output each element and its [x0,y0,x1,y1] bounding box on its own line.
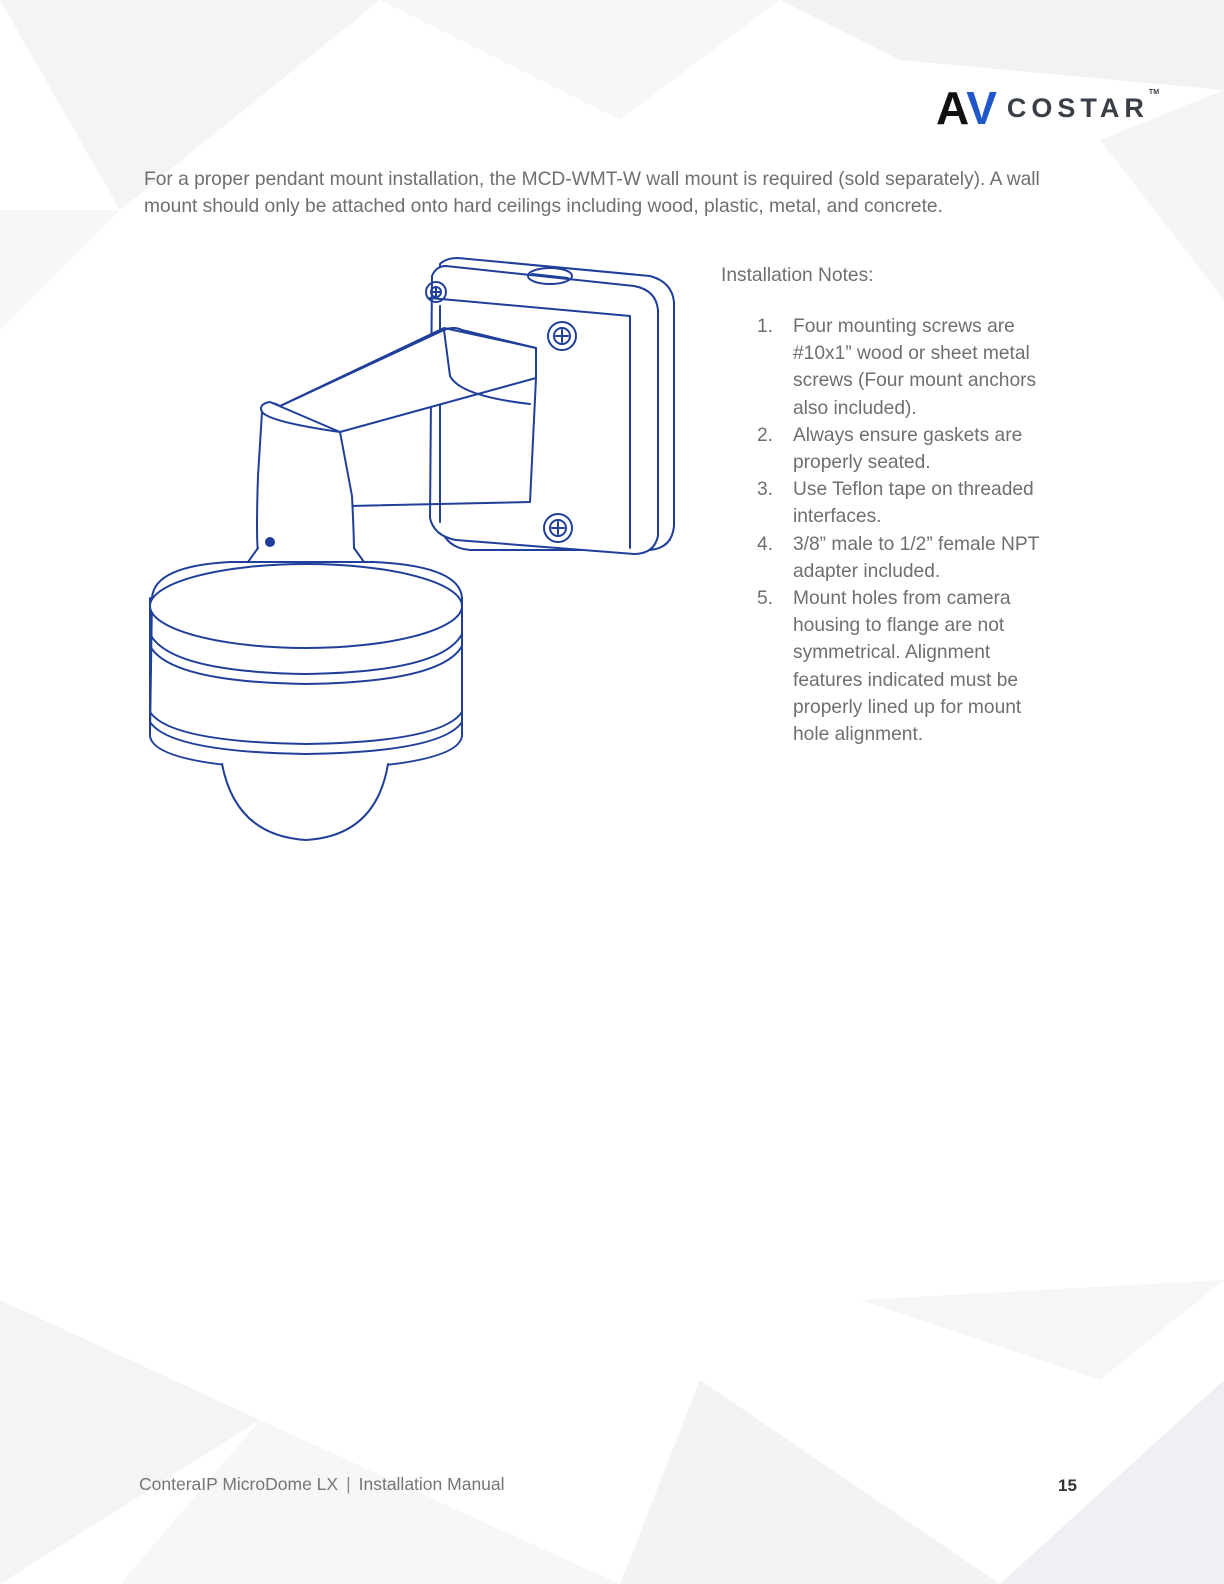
list-item-number: 5. [757,588,774,610]
list-item-text: Mount holes from camera housing to flange are not symmetrical. Alignment features indicated must be properly lined up for mount hole alignment. [793,588,1022,746]
list-item-text: 3/8” male to 1/2” female NPT adapter included. [793,533,1039,582]
brand-logo [936,82,1160,134]
av-mark [936,82,997,134]
logo-wordmark [1006,88,1160,124]
wall-mount-illustration [140,236,700,856]
footer-doc-title: Installation Manual [358,1474,505,1494]
logo-word-text: COSTAR [1006,92,1149,123]
list-item [721,585,1081,748]
intro-paragraph: For a proper pendant mount installation, the MCD-WMT-W wall mount is required (sold separately). A wall mount should only be attached onto hard ceilings including wood, plastic, metal, and concrete. [144,169,1040,217]
trademark-mark: TM [1148,88,1160,96]
list-item-text: Always ensure gaskets are properly seated. [793,424,1023,474]
footer-title [139,1474,505,1495]
list-item-text: Use Teflon tape on threaded interfaces. [793,479,1034,528]
footer-product: ConteraIP MicroDome LX [139,1474,339,1494]
list-item-text: Four mounting screws are #10x1” wood or sheet metal screws (Four mount anchors also included). [793,316,1037,419]
logo-letter-v: V [966,82,997,134]
notes-heading: Installation Notes: [721,265,874,286]
page-number: 15 [1058,1476,1077,1495]
logo-letter-a: A [936,82,967,134]
list-item-number: 3. [757,479,774,501]
list-item [721,531,1081,585]
list-item-number: 4. [757,533,774,555]
notes-list [721,313,1081,748]
list-item [721,313,1081,422]
list-item [721,476,1081,530]
list-item-number: 1. [757,316,774,337]
installation-notes [721,262,1081,748]
list-item-number: 2. [757,424,774,446]
footer-separator: | [346,1474,351,1494]
list-item [721,422,1081,476]
